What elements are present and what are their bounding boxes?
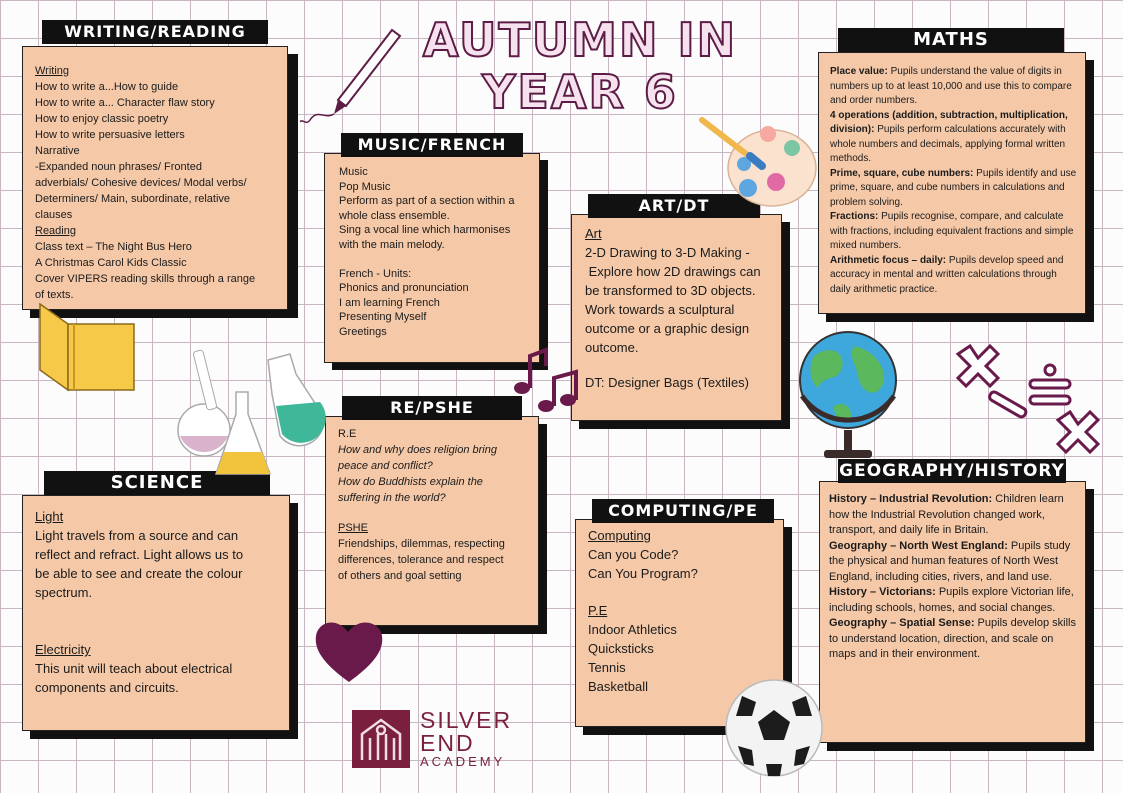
reading-line: A Christmas Carol Kids Classic <box>35 257 187 269</box>
maths-symbols-icon <box>948 340 1108 460</box>
art-line: 2-D Drawing to 3-D Making - <box>585 245 750 260</box>
logo-line2: END <box>420 730 475 756</box>
pshe-label: PSHE <box>338 522 368 534</box>
art-dt-box <box>571 214 782 421</box>
geography-history-box <box>819 481 1086 743</box>
light-line: reflect and refract. Light allows us to <box>35 547 244 562</box>
art-line: be transformed to 3D objects. <box>585 283 756 298</box>
pshe-line: Friendships, dilemmas, respecting <box>338 538 505 550</box>
pe-line: Indoor Athletics <box>588 622 677 637</box>
writing-line: clauses <box>35 209 73 221</box>
writing-reading-heading: WRITING/READING <box>42 20 268 44</box>
dt-line: DT: Designer Bags (Textiles) <box>585 375 749 390</box>
electricity-line: components and circuits. <box>35 680 179 695</box>
reading-line: of texts. <box>35 289 74 301</box>
maths-item: Arithmetic focus – daily: Pupils develop speed and accuracy in mental and written calculations through daily arithmetic practice. <box>830 254 1064 295</box>
computing-pe-heading: COMPUTING/PE <box>592 499 774 523</box>
art-line: outcome or a graphic design <box>585 321 750 336</box>
reading-line: Cover VIPERS reading skills through a range <box>35 273 256 285</box>
re-line: peace and conflict? <box>338 460 433 472</box>
pe-line: Quicksticks <box>588 641 654 656</box>
french-line: Phonics and pronunciation <box>339 282 469 295</box>
art-label: Art <box>585 226 602 241</box>
book-icon <box>30 296 140 396</box>
electricity-line: This unit will teach about electrical <box>35 661 233 676</box>
light-line: spectrum. <box>35 585 93 600</box>
pe-line: Basketball <box>588 679 648 694</box>
writing-line: How to write a...How to guide <box>35 81 179 93</box>
logo-line3: ACADEMY <box>420 754 506 769</box>
re-line: How do Buddhists explain the <box>338 476 483 488</box>
maths-heading: MATHS <box>838 28 1064 52</box>
music-line: Sing a vocal line which harmonises <box>339 224 511 237</box>
writing-line: How to enjoy classic poetry <box>35 113 169 125</box>
re-line: suffering in the world? <box>338 492 446 504</box>
page-title: AUTUMN IN YEAR 6 <box>422 13 738 119</box>
palette-icon <box>698 112 818 212</box>
pencil-icon <box>300 22 410 132</box>
music-line: Pop Music <box>339 180 391 193</box>
writing-line: -Expanded noun phrases/ Fronted <box>35 161 202 173</box>
geography-history-heading: GEOGRAPHY/HISTORY <box>839 461 1065 481</box>
music-line: whole class ensemble. <box>339 209 450 222</box>
globe-icon <box>794 326 904 466</box>
music-line: Music <box>339 166 368 178</box>
science-flasks-icon <box>172 344 332 484</box>
re-label: R.E <box>338 428 357 440</box>
pe-line: Tennis <box>588 660 626 675</box>
music-french-heading: MUSIC/FRENCH <box>341 133 523 157</box>
logo-mark-icon <box>352 710 410 768</box>
computing-label: Computing <box>588 528 651 543</box>
science-box <box>22 495 290 731</box>
french-line: I am learning French <box>339 296 440 309</box>
re-pshe-heading: RE/PSHE <box>342 396 522 420</box>
music-notes-icon <box>510 344 580 414</box>
writing-reading-box <box>22 46 288 310</box>
maths-item: Fractions: Pupils recognise, compare, and calculate with fractions, including equivalent fractions and simple mixed numbers. <box>830 211 1074 251</box>
logo-line1: SILVER <box>420 707 513 733</box>
geo-item: Geography – North West England: Pupils study the physical and human features of North West England, including cities, rivers, and land use. <box>829 539 1071 583</box>
writing-line: adverbials/ Cohesive devices/ Modal verbs/ <box>35 177 247 189</box>
writing-line: How to write persuasive letters <box>35 129 185 141</box>
writing-line: How to write a... Character flaw story <box>35 97 215 109</box>
school-logo <box>352 708 532 770</box>
art-dt-heading: ART/DT <box>588 194 760 218</box>
maths-item: 4 operations (addition, subtraction, multiplication, division): Pupils perform calculations accurately with whole numbers and decimals, applying formal written methods. <box>830 109 1068 164</box>
art-line: outcome. <box>585 340 639 355</box>
writing-line: Determiners/ Main, subordinate, relative <box>35 193 231 205</box>
maths-box <box>818 52 1086 314</box>
geo-item: History – Victorians: Pupils explore Victorian life, including schools, homes, and social changes. <box>829 586 1074 614</box>
pshe-line: differences, tolerance and respect <box>338 554 504 566</box>
writing-line: Narrative <box>35 145 80 157</box>
heart-icon <box>312 616 386 686</box>
light-line: be able to see and create the colour <box>35 566 243 581</box>
pe-label: P.E <box>588 603 608 618</box>
music-french-box <box>324 153 540 363</box>
maths-item: Place value: Pupils understand the value of digits in numbers up to at least 10,000 and use this to compare and order numbers. <box>830 66 1072 106</box>
music-line: Perform as part of a section within a <box>339 195 515 208</box>
re-line: How and why does religion bring <box>338 444 497 456</box>
maths-item: Prime, square, cube numbers: Pupils identify and use prime, square, and cube numbers in calculations and problem solving. <box>830 167 1077 208</box>
french-line: French - Units: <box>339 267 412 280</box>
french-line: Greetings <box>339 325 387 338</box>
french-line: Presenting Myself <box>339 311 427 324</box>
light-label: Light <box>35 509 64 524</box>
reading-label: Reading <box>35 225 76 237</box>
music-line: with the main melody. <box>339 238 445 251</box>
science-heading: SCIENCE <box>44 471 270 495</box>
reading-line: Class text – The Night Bus Hero <box>35 241 192 253</box>
geo-item: History – Industrial Revolution: Children learn how the Industrial Revolution changed work, transport, and daily life in Britain. <box>829 493 1064 536</box>
computing-line: Can You Program? <box>588 566 698 581</box>
art-line: Work towards a sculptural <box>585 302 735 317</box>
writing-label: Writing <box>35 65 70 77</box>
light-line: Light travels from a source and can <box>35 528 239 543</box>
pshe-line: of others and goal setting <box>338 570 462 582</box>
computing-line: Can you Code? <box>588 547 679 562</box>
re-pshe-box <box>325 416 539 626</box>
electricity-label: Electricity <box>35 642 91 657</box>
art-line: Explore how 2D drawings can <box>585 264 761 279</box>
geo-item: Geography – Spatial Sense: Pupils develop skills to understand location, direction, and scale on maps and in their environment. <box>829 617 1076 660</box>
football-icon <box>722 676 826 780</box>
